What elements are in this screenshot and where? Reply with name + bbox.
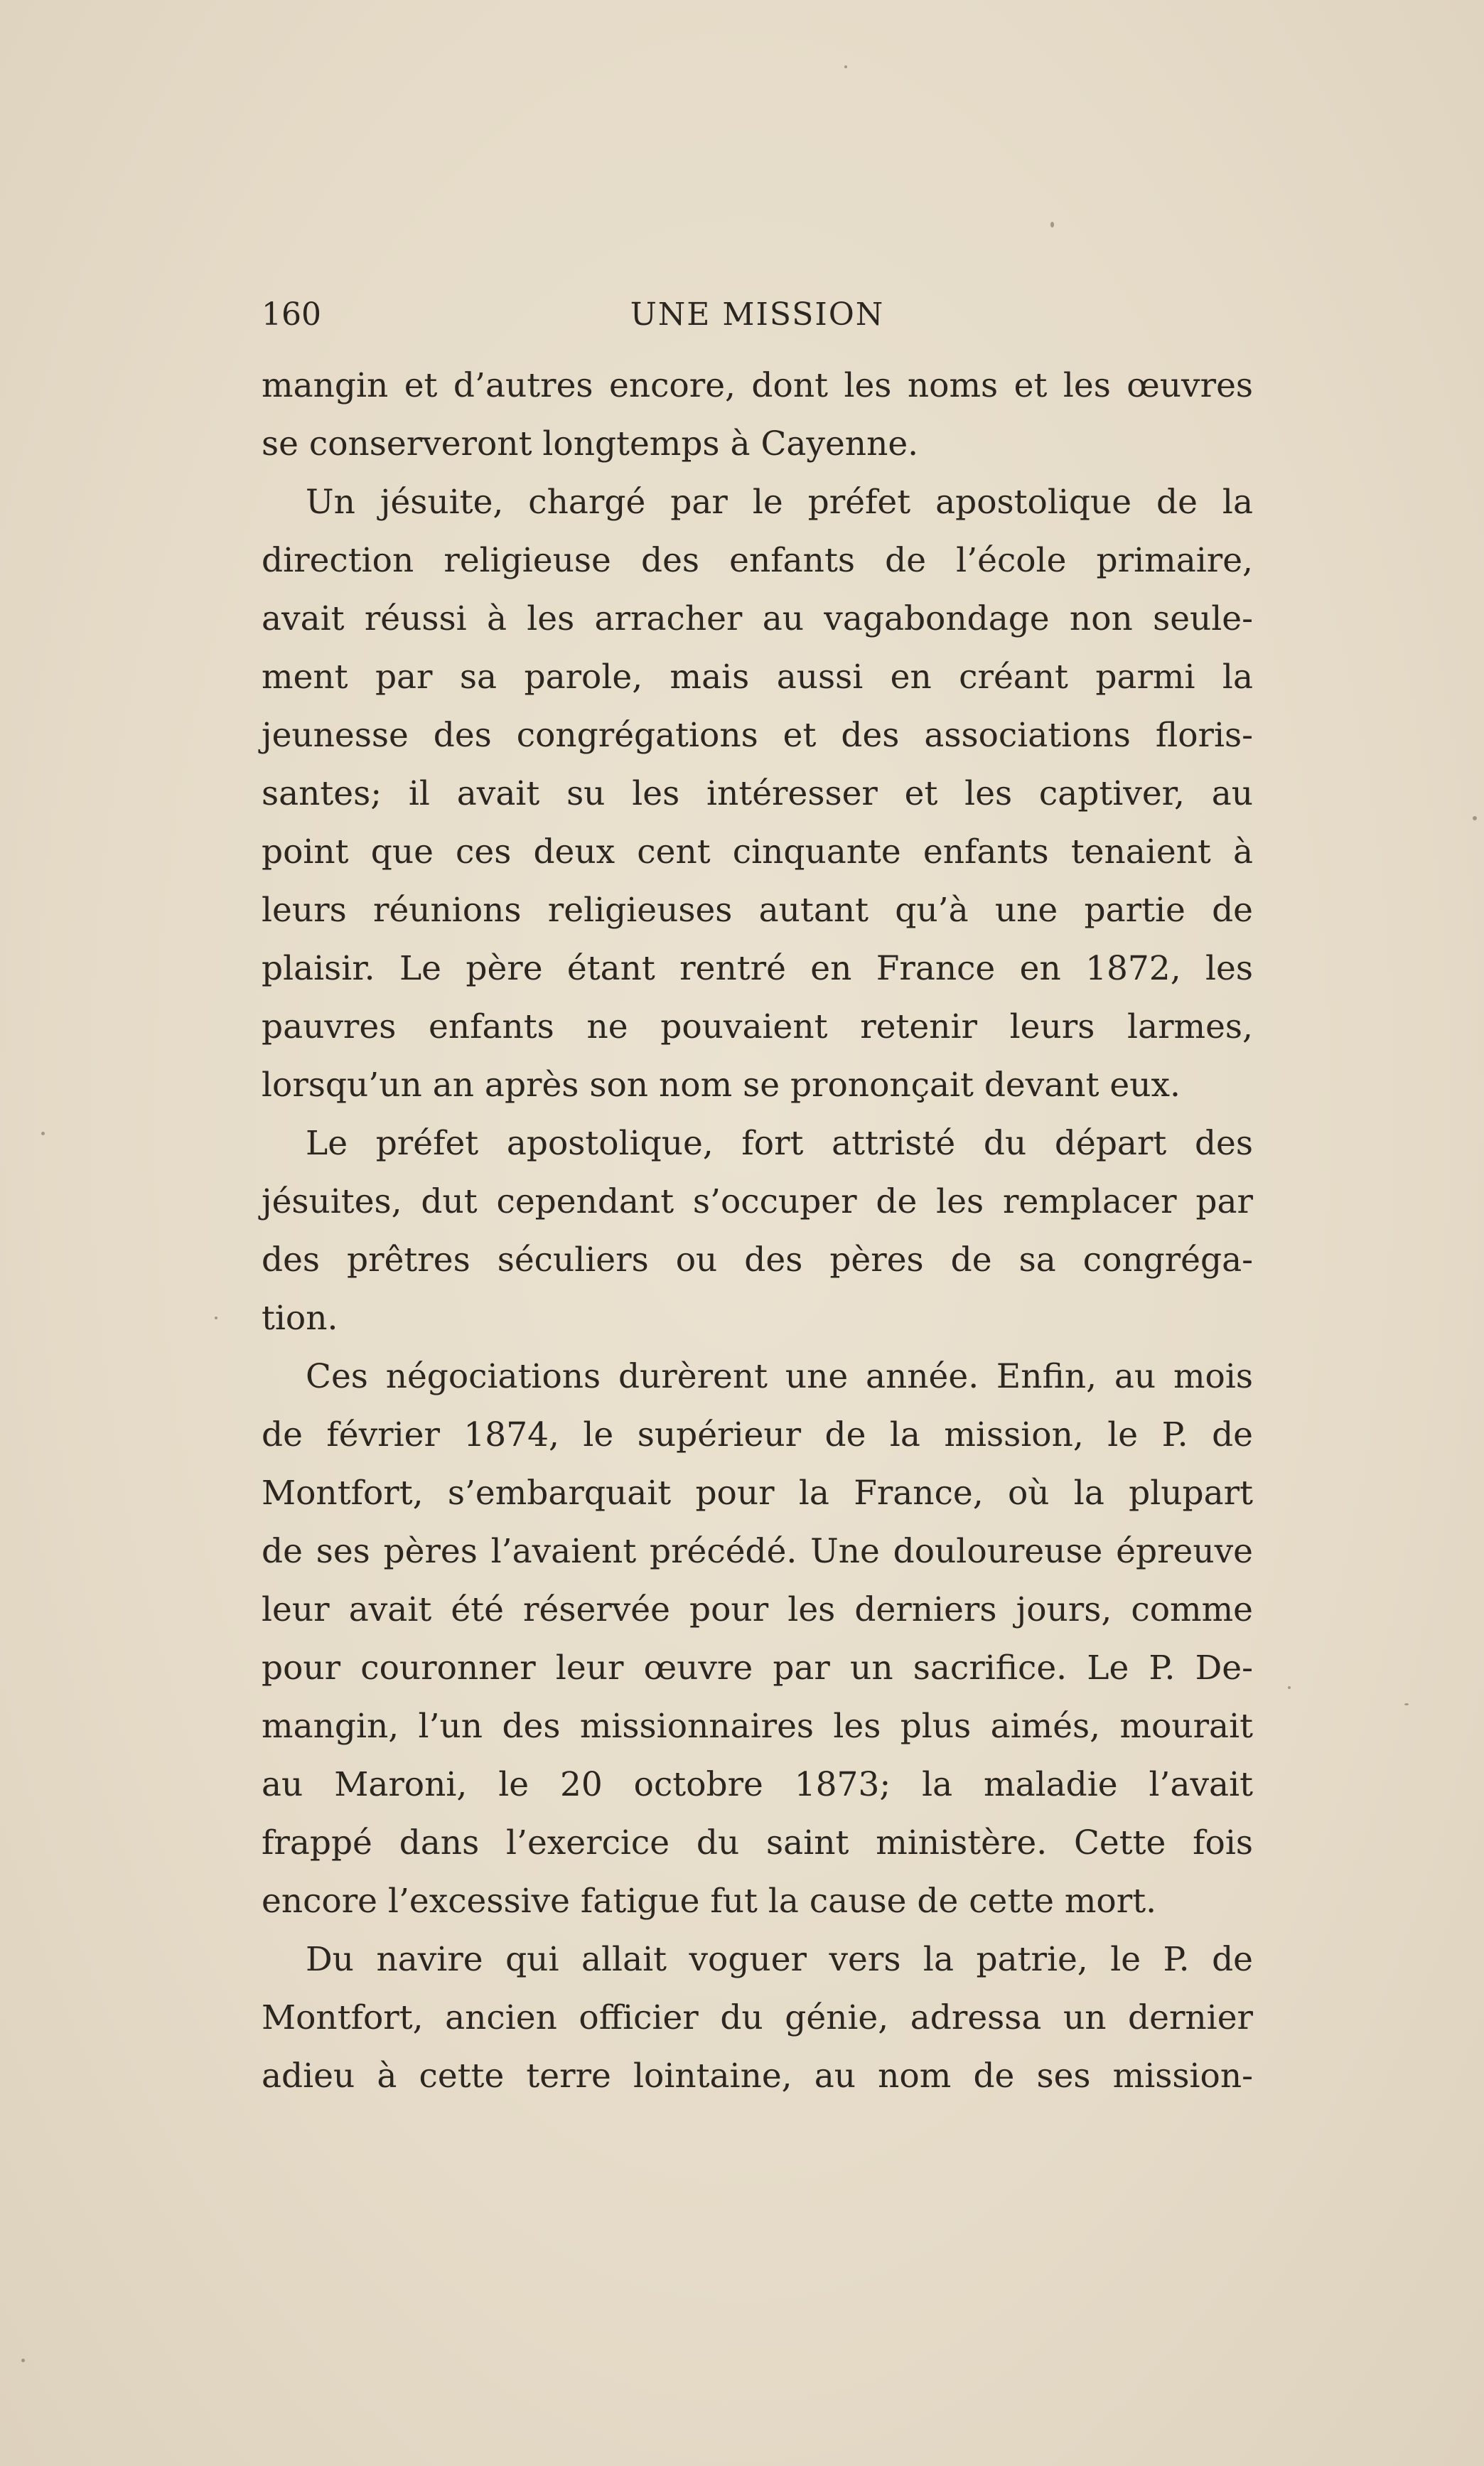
page-number: 160	[262, 296, 321, 333]
text-line: pour couronner leur œuvre par un sacrifice. Le P. De-	[262, 1649, 1253, 1688]
text-line: de février 1874, le supérieur de la mission, le P. de	[262, 1415, 1253, 1454]
text-line: mangin et d’autres encore, dont les noms et les œuvres	[262, 366, 1253, 405]
text-line: Ces négociations durèrent une année. Enfin, au mois	[306, 1357, 1253, 1396]
text-line: Un jésuite, chargé par le préfet apostolique de la	[306, 483, 1253, 522]
text-line: ment par sa parole, mais aussi en créant parmi la	[262, 658, 1253, 697]
text-line: des prêtres séculiers ou des pères de sa congréga-	[262, 1240, 1253, 1280]
paper-speck	[215, 1317, 217, 1319]
text-line: jésuites, dut cependant s’occuper de les remplacer par	[262, 1182, 1253, 1221]
text-line: de ses pères l’avaient précédé. Une douloureuse épreuve	[262, 1532, 1253, 1571]
text-line: Le préfet apostolique, fort attristé du départ des	[306, 1124, 1253, 1163]
paper-speck	[1473, 816, 1477, 820]
text-line: plaisir. Le père étant rentré en France en 1872, les	[262, 949, 1253, 988]
text-line: tion.	[262, 1299, 338, 1338]
paper-speck	[1288, 1686, 1291, 1689]
text-line: avait réussi à les arracher au vagabondage non seule-	[262, 599, 1253, 638]
body-text	[262, 357, 1253, 2106]
text-line: point que ces deux cent cinquante enfants tenaient à	[262, 832, 1253, 872]
text-line: lorsqu’un an après son nom se prononçait devant eux.	[262, 1066, 1181, 1105]
running-title: UNE MISSION	[630, 296, 885, 333]
paper-speck	[844, 65, 847, 68]
text-line: leur avait été réservée pour les derniers jours, comme	[262, 1590, 1253, 1629]
paper-speck	[1404, 1703, 1409, 1705]
text-line: frappé dans l’exercice du saint ministère. Cette fois	[262, 1823, 1253, 1862]
text-line: jeunesse des congrégations et des associations floris-	[262, 716, 1253, 755]
paper-speck	[41, 1132, 45, 1135]
text-line: santes; il avait su les intéresser et les captiver, au	[262, 774, 1253, 813]
paper-speck	[1050, 222, 1054, 227]
text-line: adieu à cette terre lointaine, au nom de ses mission-	[262, 2057, 1253, 2096]
text-line: leurs réunions religieuses autant qu’à une partie de	[262, 891, 1253, 930]
text-line: Du navire qui allait voguer vers la patrie, le P. de	[306, 1940, 1253, 1979]
text-line: se conserveront longtemps à Cayenne.	[262, 424, 919, 463]
page-header	[262, 290, 1253, 340]
text-line: pauvres enfants ne pouvaient retenir leurs larmes,	[262, 1007, 1253, 1046]
text-line: encore l’excessive fatigue fut la cause de cette mort.	[262, 1882, 1157, 1921]
paper-speck	[21, 2359, 25, 2362]
text-line: Montfort, ancien officier du génie, adressa un dernier	[262, 1998, 1253, 2037]
text-line: direction religieuse des enfants de l’école primaire,	[262, 541, 1253, 580]
text-line: au Maroni, le 20 octobre 1873; la maladie l’avait	[262, 1765, 1253, 1804]
text-line: Montfort, s’embarquait pour la France, où la plupart	[262, 1474, 1253, 1513]
text-line: mangin, l’un des missionnaires les plus aimés, mourait	[262, 1707, 1253, 1746]
